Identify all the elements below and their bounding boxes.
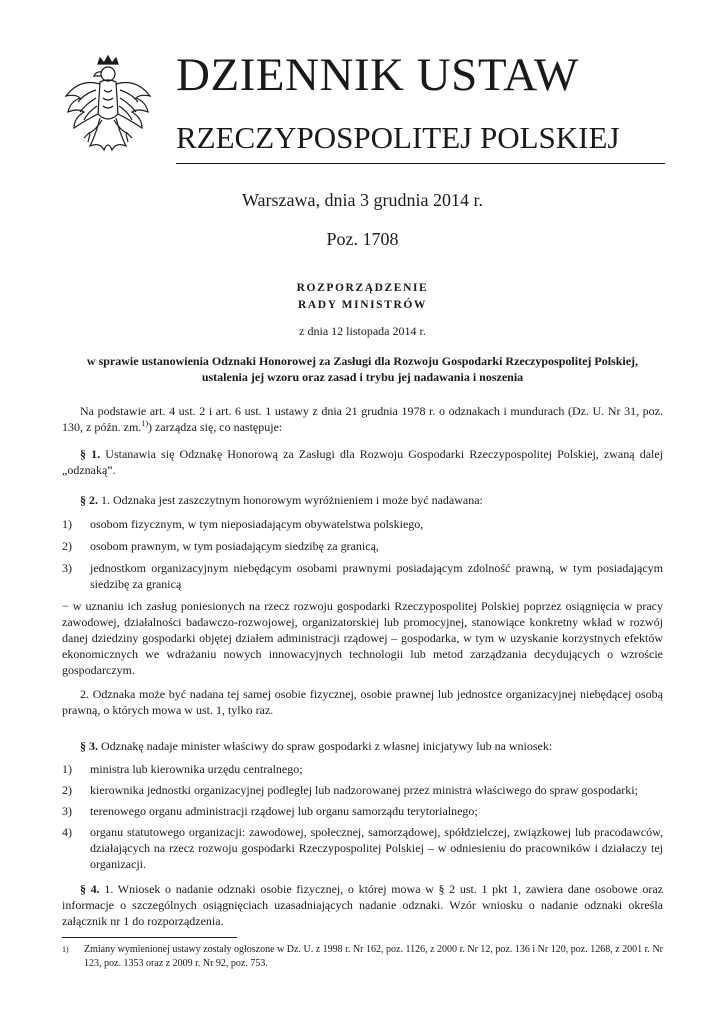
paragraph-1-sign: § 1.: [80, 447, 101, 461]
paragraph-3-sign: § 3.: [80, 739, 98, 753]
act-type-line1: ROZPORZĄDZENIE: [296, 282, 429, 294]
paragraph-2-closing: − w uznaniu ich zasług poniesionych na rzecz rozwoju gospodarki Rzeczypospolitej Polskiej poprzez osiągnięcia w pracy zawodowej, działalności badawczo-rozwojowej, organizatorskiej lub promocyjnej, stanowiące konkretny wkład w rozwój danej dziedziny gospodarki objętej działem administracji rządowej – gospodarka, w tym w uzyskanie korzystnych efektów ekonomicznych we wdrażaniu nowych innowacyjnych technologii lub metod zarządzania decydujących o wzroście gospodarczym.: [62, 599, 663, 677]
list-item: [62, 761, 663, 777]
act-subject: w sprawie ustanowienia Odznaki Honorowej za Zasługi dla Rozwoju Gospodarki Rzeczypospolitej Polskiej, ustalenia jej wzoru oraz zasad i trybu jej nadawania i noszenia: [86, 354, 639, 384]
list-item: [62, 560, 663, 592]
paragraph-4-sign: § 4.: [80, 882, 100, 896]
list-item-number: 3): [62, 561, 72, 575]
masthead-rule: [176, 163, 665, 164]
paragraph-1: [62, 446, 663, 478]
position-number: Poz. 1708: [326, 229, 399, 249]
list-item: [62, 824, 663, 872]
footnote-ref: 1): [141, 419, 148, 428]
list-item-number: 1): [62, 762, 72, 776]
preamble: [62, 403, 663, 435]
list-item-number: 1): [62, 517, 72, 531]
list-item-text: osobom fizycznym, w tym nieposiadającym obywatelstwa polskiego,: [90, 517, 424, 531]
paragraph-2-ust-2: 2. Odznaka może być nadana tej samej osobie fizycznej, osobie prawnej lub jednostce organizacyjnej niebędącej osobą prawną, o których mowa w ust. 1, tylko raz.: [62, 687, 663, 717]
paragraph-3-intro: [62, 738, 663, 754]
paragraph-2-intro-text: 1. Odznaka jest zaszczytnym honorowym wyróżnieniem i może być nadawana:: [101, 493, 483, 507]
paragraph-1-text: Ustanawia się Odznakę Honorową za Zasługi dla Rozwoju Gospodarki Rzeczypospolitej Polskiej, zwaną dalej „odznaką”.: [62, 447, 664, 477]
paragraph-2-sign: § 2.: [80, 493, 98, 507]
list-item-number: 3): [62, 804, 72, 818]
act-type: [0, 280, 725, 314]
list-item: [62, 538, 663, 554]
act-type-line2: RADY MINISTRÓW: [298, 299, 427, 311]
act-date: z dnia 12 listopada 2014 r.: [299, 324, 426, 338]
footnote: [62, 943, 663, 971]
journal-title: DZIENNIK USTAW: [176, 49, 579, 101]
paragraph-4: [62, 881, 663, 929]
publication-date: Warszawa, dnia 3 grudnia 2014 r.: [242, 190, 483, 210]
list-item-number: 4): [62, 825, 72, 839]
polish-eagle-emblem-icon: [60, 54, 156, 166]
list-item: [62, 516, 663, 532]
list-item: [62, 803, 663, 819]
list-item-number: 2): [62, 783, 72, 797]
footnote-text: Zmiany wymienionej ustawy zostały ogłoszone w Dz. U. z 1998 r. Nr 162, poz. 1126, z 2000 r. Nr 12, poz. 136 i Nr 120, poz. 1268, z 2001 r. Nr 123, poz. 1353 oraz z 2009 r. Nr 92, poz. 753.: [84, 944, 663, 969]
paragraph-2-intro: [62, 492, 663, 508]
preamble-before: Na podstawie art. 4 ust. 2 i art. 6 ust. 1 ustawy z dnia 21 grudnia 1978 r. o odznakach i mundurach (Dz. U. Nr 31, poz. 130, z późn. zm.: [62, 404, 663, 434]
list-item-text: ministra lub kierownika urzędu centralnego;: [90, 762, 303, 776]
list-item: [62, 782, 663, 798]
list-item-text: kierownika jednostki organizacyjnej podległej lub nadzorowanej przez ministra właściwego do spraw gospodarki;: [90, 783, 638, 797]
list-item-text: jednostkom organizacyjnym niebędącym osobami prawnymi posiadającym zdolność prawną, w tym posiadającym siedzibę za granicą: [90, 561, 663, 591]
paragraph-3-intro-text: Odznakę nadaje minister właściwy do spraw gospodarki z własnej inicjatywy lub na wniosek:: [101, 739, 553, 753]
list-item-text: osobom prawnym, w tym posiadającym siedzibę za granicą,: [90, 539, 379, 553]
footnote-rule: [62, 937, 237, 938]
journal-subtitle: RZECZYPOSPOLITEJ POLSKIEJ: [176, 120, 620, 155]
list-item-text: organu statutowego organizacji: zawodowej, społecznej, samorządowej, spółdzielczej, związkowej lub pracodawców, działających na rzecz rozwoju gospodarki Rzeczypospolitej Polskiej – w odniesieniu do pracowników i działaczy tej organizacji.: [90, 825, 663, 871]
list-item-text: terenowego organu administracji rządowej lub organu samorządu terytorialnego;: [90, 804, 478, 818]
preamble-after: ) zarządza się, co następuje:: [147, 420, 283, 434]
paragraph-4-text: 1. Wniosek o nadanie odznaki osobie fizycznej, o której mowa w § 2 ust. 1 pkt 1, zawiera dane osobowe oraz informacje o szczególnych osiągnięciach uzasadniających nadanie odznaki. Wzór wniosku o nadanie odznaki określa załącznik nr 1 do rozporządzenia.: [62, 882, 664, 928]
footnote-mark: 1): [62, 945, 69, 954]
list-item-number: 2): [62, 539, 72, 553]
